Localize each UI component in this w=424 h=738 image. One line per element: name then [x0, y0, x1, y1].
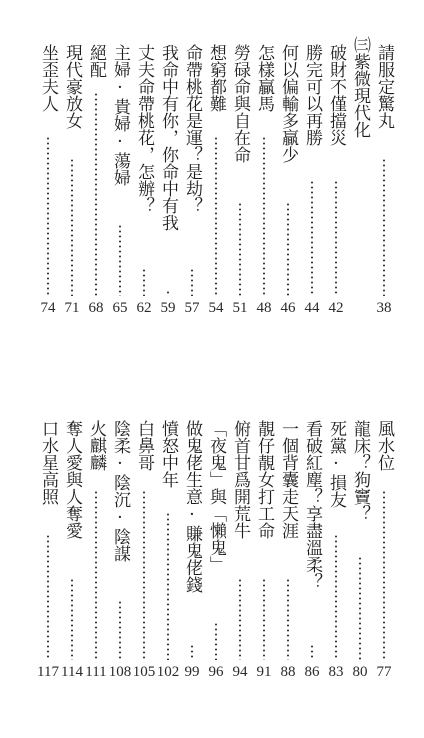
- toc-entry[interactable]: [373, 420, 395, 682]
- dot-leader: [310, 180, 314, 296]
- dot-leader: [334, 180, 338, 296]
- toc-page-number: 114: [61, 664, 83, 680]
- toc-entry-title: 丈夫命帶桃花，怎辦？: [134, 44, 154, 214]
- toc-page-number: 38: [376, 300, 392, 316]
- toc-entry[interactable]: [85, 44, 107, 318]
- toc-entry-title: 一個背囊走天涯: [278, 420, 298, 539]
- toc-entry[interactable]: [61, 420, 83, 682]
- toc-page-number: 77: [376, 664, 392, 680]
- toc-entry-title: 陰柔·陰沉·陰謀: [110, 420, 130, 562]
- toc-entry[interactable]: [205, 44, 227, 318]
- toc-page-number: 111: [85, 664, 107, 680]
- toc-entry[interactable]: [325, 44, 347, 318]
- toc-entry[interactable]: [61, 44, 83, 318]
- toc-page-number: 88: [280, 664, 296, 680]
- dot-leader: [262, 136, 266, 296]
- toc-entry[interactable]: [181, 420, 203, 682]
- toc-entry[interactable]: [301, 420, 323, 682]
- toc-entry[interactable]: [349, 36, 371, 318]
- toc-page-number: 65: [112, 300, 128, 316]
- toc-entry[interactable]: [109, 44, 131, 318]
- toc-page-number: 117: [37, 664, 59, 680]
- dot-leader: [94, 490, 98, 660]
- toc-page-number: 74: [40, 300, 56, 316]
- toc-entry[interactable]: [301, 44, 323, 318]
- toc-entry-title: 風水位: [374, 420, 394, 471]
- toc-page-number: 42: [328, 300, 344, 316]
- toc-entry-title: 何以偏輸多贏少: [278, 44, 298, 163]
- toc-entry-title: 奪人愛與人奪愛: [62, 420, 82, 539]
- dot-leader: [166, 290, 170, 296]
- toc-page-number: 86: [304, 664, 320, 680]
- toc-entry-title: 現代豪放女: [62, 44, 82, 129]
- toc-page-number: 96: [208, 664, 224, 680]
- dot-leader: [214, 136, 218, 296]
- toc-entry-title: 想窮都難: [206, 44, 226, 112]
- dot-leader: [238, 578, 242, 660]
- dot-leader: [46, 136, 50, 296]
- toc-entry-title: 勝完可以再勝: [302, 44, 322, 146]
- dot-leader: [310, 644, 314, 660]
- toc-entry[interactable]: [157, 44, 179, 318]
- dot-leader: [118, 224, 122, 296]
- toc-entry[interactable]: [325, 420, 347, 682]
- toc-entry-title: 命帶桃花是運？是劫？: [182, 44, 202, 214]
- dot-leader: [382, 490, 386, 660]
- toc-entry-title: 怎樣贏馬: [254, 44, 274, 112]
- toc-entry[interactable]: [253, 44, 275, 318]
- toc-entry-title: 白鼻哥: [134, 420, 154, 471]
- dot-leader: [94, 92, 98, 296]
- dot-leader: [334, 534, 338, 660]
- toc-entry[interactable]: [181, 44, 203, 318]
- toc-entry[interactable]: [157, 420, 179, 682]
- toc-entry-title: 主婦·貴婦·蕩婦: [110, 44, 130, 186]
- toc-page-number: 48: [256, 300, 272, 316]
- toc-entry-title: 破財不僅擋災: [326, 44, 346, 146]
- dot-leader: [286, 578, 290, 660]
- toc-page-number: 105: [132, 664, 156, 680]
- toc-page-number: 71: [64, 300, 80, 316]
- toc-entry[interactable]: [277, 420, 299, 682]
- toc-page-number: 57: [184, 300, 200, 316]
- toc-page-number: 91: [256, 664, 272, 680]
- toc-entry-title: 我命中有你，你命中有我: [158, 44, 178, 231]
- toc-entry-title: 「夜鬼」與「懶鬼」: [206, 420, 226, 573]
- toc-entry[interactable]: [85, 420, 107, 682]
- toc-entry[interactable]: [373, 44, 395, 318]
- toc-entry-title: 勞碌命與自在命: [230, 44, 250, 163]
- dot-leader: [262, 578, 266, 660]
- toc-page-number: 83: [328, 664, 344, 680]
- toc-entry-title: 俯首甘爲開荒牛: [230, 420, 250, 539]
- toc-entry[interactable]: [37, 44, 59, 318]
- dot-leader: [358, 556, 362, 660]
- toc-page-number: 102: [156, 664, 180, 680]
- toc-page-number: 44: [304, 300, 320, 316]
- toc-entry[interactable]: [205, 420, 227, 682]
- toc-page-number: 54: [208, 300, 224, 316]
- toc-page-number: 51: [232, 300, 248, 316]
- dot-leader: [70, 158, 74, 296]
- toc-entry-title: 死黨·損友: [326, 420, 346, 508]
- dot-leader: [46, 534, 50, 660]
- dot-leader: [214, 622, 218, 660]
- toc-entry[interactable]: [229, 420, 251, 682]
- dot-leader: [118, 600, 122, 660]
- dot-leader: [190, 644, 194, 660]
- dot-leader: [70, 578, 74, 660]
- toc-entry[interactable]: [253, 420, 275, 682]
- dot-leader: [142, 268, 146, 296]
- toc-entry-title: 做鬼佬生意·賺鬼佬錢: [182, 420, 202, 593]
- toc-entry-title: 龍床？狗竇？: [350, 420, 370, 522]
- toc-page-number: 59: [160, 300, 176, 316]
- toc-entry[interactable]: [133, 44, 155, 318]
- toc-entry-title: 坐歪夫人: [38, 44, 58, 112]
- dot-leader: [286, 202, 290, 296]
- toc-entry-title: 火麒麟: [86, 420, 106, 471]
- toc-page-number: 62: [136, 300, 152, 316]
- toc-page-number: 99: [184, 664, 200, 680]
- toc-entry-title: 絕配: [86, 44, 106, 78]
- toc-page-number: 94: [232, 664, 248, 680]
- dot-leader: [238, 202, 242, 296]
- dot-leader: [166, 512, 170, 660]
- toc-entry[interactable]: [133, 420, 155, 682]
- dot-leader: [142, 490, 146, 660]
- toc-entry-title: ㈢紫微現代化: [350, 36, 370, 138]
- toc-page-number: 80: [352, 664, 368, 680]
- dot-leader: [382, 158, 386, 296]
- toc-page-number: 46: [280, 300, 296, 316]
- toc-entry-title: 看破紅塵？享盡溫柔？: [302, 420, 322, 590]
- toc-entry-title: 靚仔靚女打工命: [254, 420, 274, 539]
- toc-page-number: 68: [88, 300, 104, 316]
- toc-entry-title: 口水星高照: [38, 420, 58, 505]
- toc-entry[interactable]: [109, 420, 131, 682]
- toc-entry[interactable]: [37, 420, 59, 682]
- toc-entry-title: 請服定驚丸: [374, 44, 394, 129]
- toc-entry[interactable]: [229, 44, 251, 318]
- toc-page-number: 108: [108, 664, 132, 680]
- toc-entry[interactable]: [349, 420, 371, 682]
- toc-entry[interactable]: [277, 44, 299, 318]
- dot-leader: [190, 268, 194, 296]
- toc-entry-title: 憤怒中年: [158, 420, 178, 488]
